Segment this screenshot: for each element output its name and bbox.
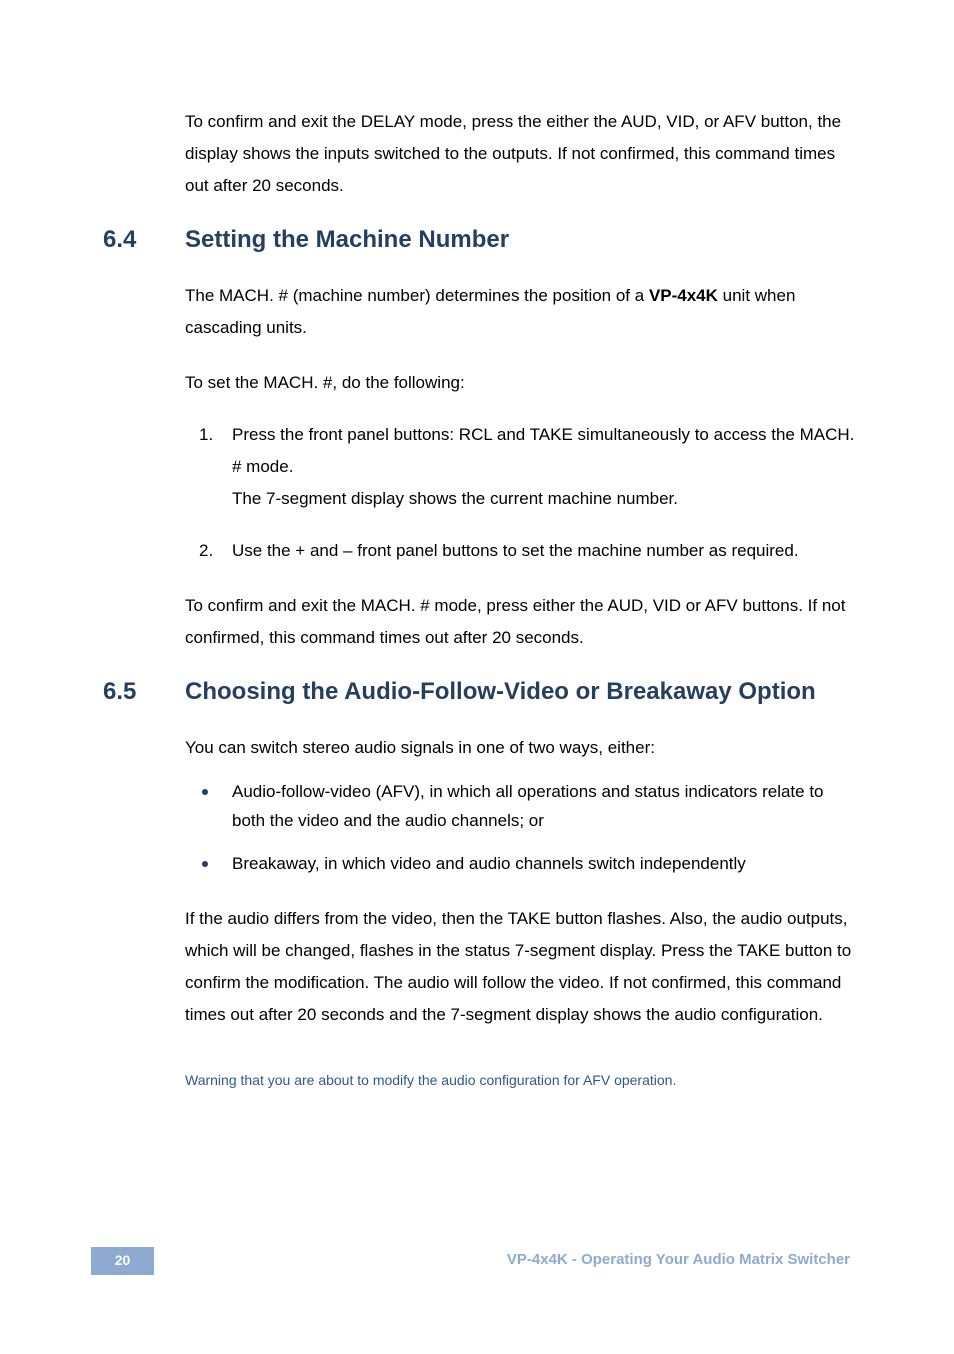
page-number: 20 xyxy=(91,1247,154,1275)
audio-differs-paragraph: If the audio differs from the video, then the TAKE button flashes. Also, the audio outputs, which will be changed, flashes in the status 7-segment display. Press the TAKE button to confirm the modification. The audio will follow the video. If not confirmed, this command times out after 20 seconds and the 7-segment display shows the audio configuration. xyxy=(185,909,852,1024)
list-item-step-2 xyxy=(185,535,855,567)
section-number: 6.4 xyxy=(103,226,137,253)
footer-title: VP-4x4K - Operating Your Audio Matrix Switcher xyxy=(506,1251,850,1268)
section-title: Setting the Machine Number xyxy=(185,226,510,253)
bullet-text: Audio-follow-video (AFV), in which all operations and status indicators relate to both the video and the audio channels; or xyxy=(232,782,824,830)
machine-number-description xyxy=(185,280,855,344)
bullet-icon xyxy=(202,789,208,795)
section-heading-6-4 xyxy=(103,225,883,255)
list-marker: 1. xyxy=(199,425,214,444)
intro-paragraph: To confirm and exit the DELAY mode, press the either the AUD, VID, or AFV button, the display shows the inputs switched to the outputs. If not confirmed, this command times out after 20 seconds. xyxy=(185,112,842,195)
text-run: The MACH. # (machine number) determines the position of a xyxy=(185,286,649,305)
list-marker: 2. xyxy=(199,541,214,560)
text-run: unit when cascading units. xyxy=(185,286,796,337)
list-item-step-1 xyxy=(185,419,855,515)
step-result: The 7-segment display shows the current machine number. xyxy=(232,489,679,508)
step-text: Use the + and – front panel buttons to set the machine number as required. xyxy=(232,541,799,560)
bullet-icon xyxy=(202,861,208,867)
instructions-intro: To set the MACH. #, do the following: xyxy=(185,373,465,392)
section-heading-6-5 xyxy=(103,677,883,707)
bullet-item-breakaway xyxy=(185,849,855,878)
section-number: 6.5 xyxy=(103,678,137,705)
machine-number-closing: To confirm and exit the MACH. # mode, press either the AUD, VID or AFV buttons. If not confirmed, this command times out after 20 seconds. xyxy=(185,596,846,647)
audio-switch-intro: You can switch stereo audio signals in one of two ways, either: xyxy=(185,738,655,757)
product-name: VP-4x4K xyxy=(648,286,718,305)
section-title: Choosing the Audio-Follow-Video or Breakaway Option xyxy=(185,678,816,705)
bullet-text: Breakaway, in which video and audio channels switch independently xyxy=(232,854,746,873)
warning-note: Warning that you are about to modify the audio configuration for AFV operation. xyxy=(185,1072,677,1088)
step-text: Press the front panel buttons: RCL and TAKE simultaneously to access the MACH. # mode. xyxy=(232,425,855,476)
bullet-item-afv xyxy=(185,777,855,835)
